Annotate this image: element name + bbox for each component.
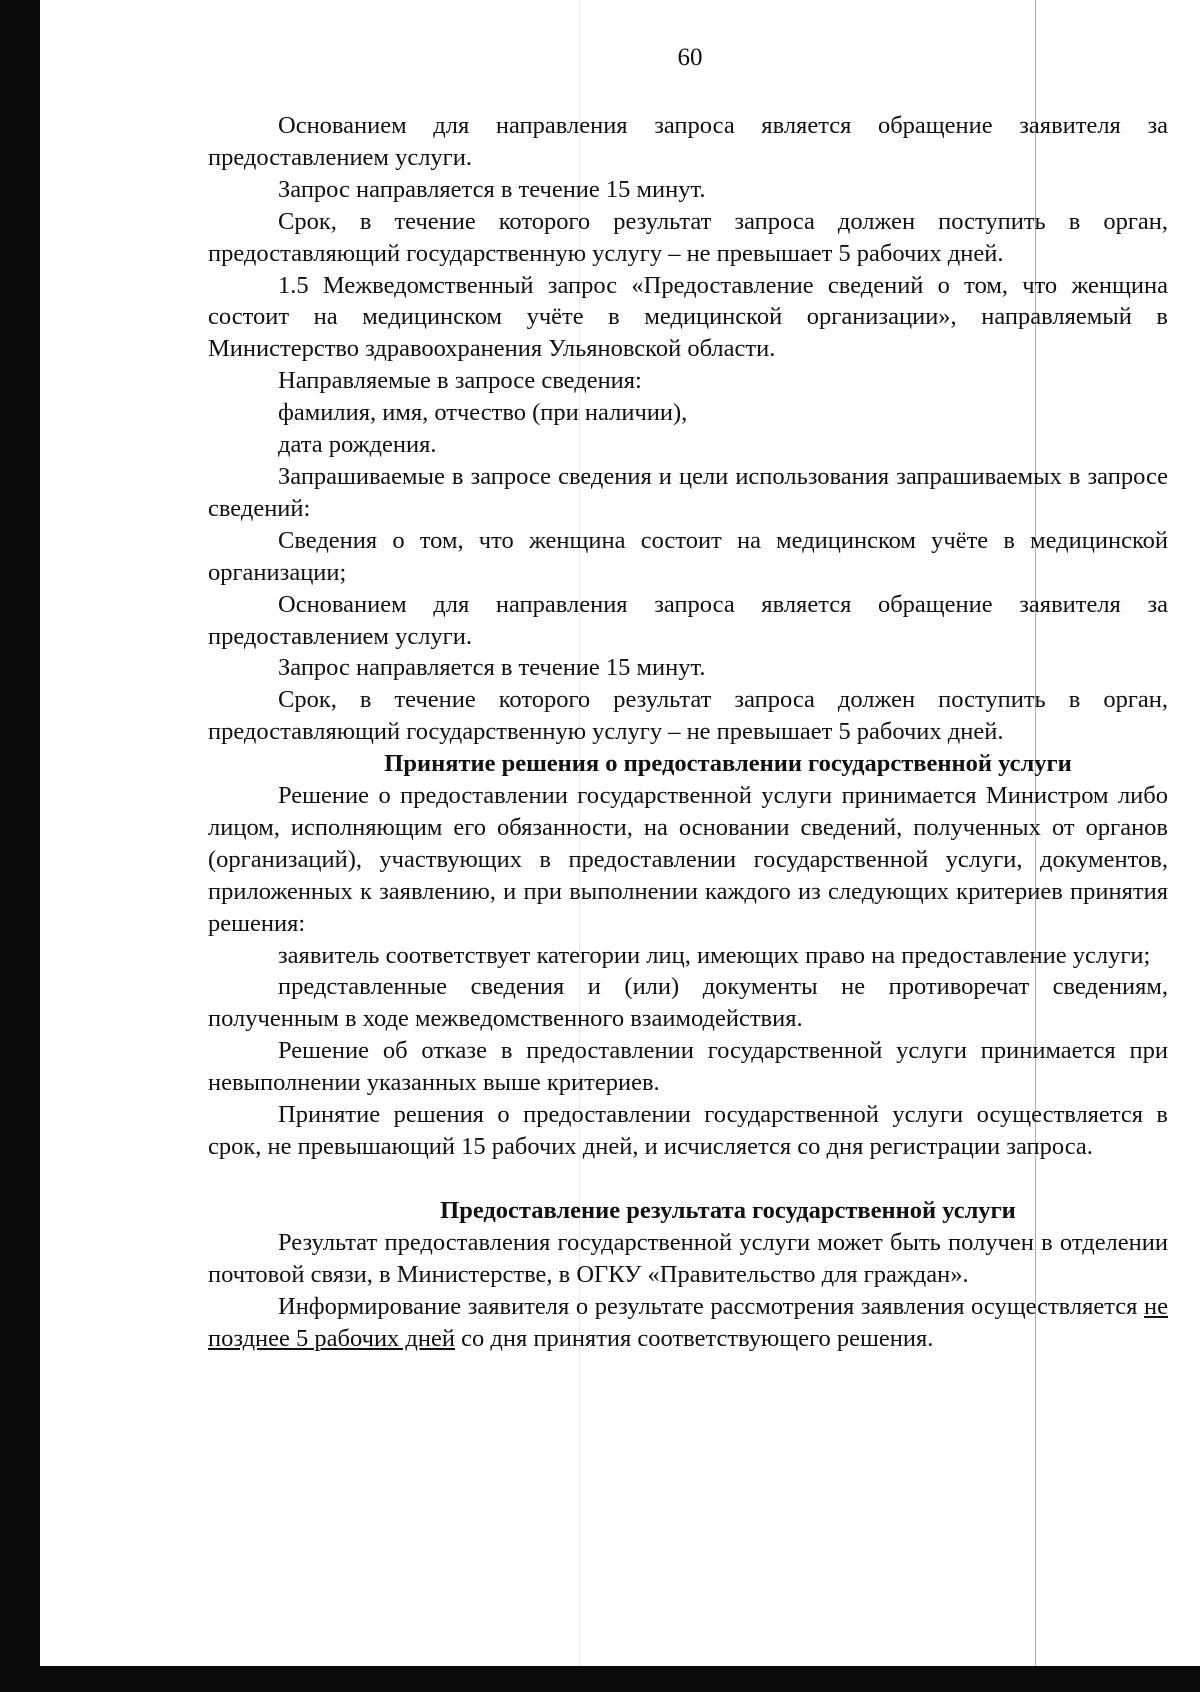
scan-bottom-border [0, 1666, 1200, 1692]
paragraph: Решение об отказе в предоставлении государственной услуги принимается при невыполнении указанных выше критериев. [208, 1037, 1168, 1097]
document-body [208, 110, 1168, 1354]
paragraph [208, 1291, 1168, 1355]
section-heading: Предоставление результата государственной услуги [440, 1196, 1016, 1224]
paragraph: Основанием для направления запроса является обращение заявителя за предоставлением услуги. [208, 112, 1168, 171]
paragraph: Срок, в течение которого результат запроса должен поступить в орган, предоставляющий государственную услугу – не превышает 5 рабочих дней. [208, 207, 1168, 267]
paragraph: Направляемые в запросе сведения: [278, 367, 642, 395]
underlined-deadline: не позднее 5 рабочих дней [208, 1292, 1168, 1352]
paragraph: Срок, в течение которого результат запроса должен поступить в орган, предоставляющий государственную услугу – не превышает 5 рабочих дней. [208, 686, 1168, 746]
paragraph: дата рождения. [278, 431, 437, 459]
section-heading: Принятие решения о предоставлении государственной услуги [384, 750, 1072, 778]
paragraph: фамилия, имя, отчество (при наличии), [278, 399, 688, 427]
paragraph: Результат предоставления государственной услуги может быть получен в отделении почтовой связи, в Министерстве, в ОГКУ «Правительство для граждан». [208, 1228, 1168, 1288]
paragraph: Запрос направляется в течение 15 минут. [278, 175, 706, 203]
paragraph-text: со дня принятия соответствующего решения. [455, 1324, 934, 1352]
paragraph: Запрашиваемые в запросе сведения и цели использования запрашиваемых в запросе сведений: [208, 462, 1168, 522]
paragraph: Сведения о том, что женщина состоит на медицинском учёте в медицинской организации; [208, 526, 1168, 586]
paragraph: Основанием для направления запроса является обращение заявителя за предоставлением услуги. [208, 590, 1168, 650]
scan-left-border [0, 0, 40, 1692]
paragraph: Принятие решения о предоставлении государственной услуги осуществляется в срок, не превышающий 15 рабочих дней, и исчисляется со дня регистрации запроса. [208, 1101, 1168, 1160]
paragraph: Запрос направляется в течение 15 минут. [278, 654, 706, 682]
page-number: 60 [677, 44, 703, 71]
paragraph-text: Информирование заявителя о результате рассмотрения заявления осуществляется [278, 1292, 1144, 1320]
paragraph: представленные сведения и (или) документы не противоречат сведениям, полученным в ходе межведомственного взаимодействия. [208, 973, 1168, 1033]
paragraph: 1.5 Межведомственный запрос «Предоставление сведений о том, что женщина состоит на медицинском учёте в медицинской организации», направляемый в Министерство здравоохранения Ульяновской области. [208, 271, 1168, 363]
paragraph: Решение о предоставлении государственной услуги принимается Министром либо лицом, исполняющим его обязанности, на основании сведений, полученных от органов (организаций), участвующих в предоставлении государственной услуги, документов, приложенных к заявлению, и при выполнении каждого из следующих критериев принятия решения: [208, 782, 1168, 937]
paragraph: заявитель соответствует категории лиц, имеющих право на предоставление услуги; [278, 941, 1151, 969]
